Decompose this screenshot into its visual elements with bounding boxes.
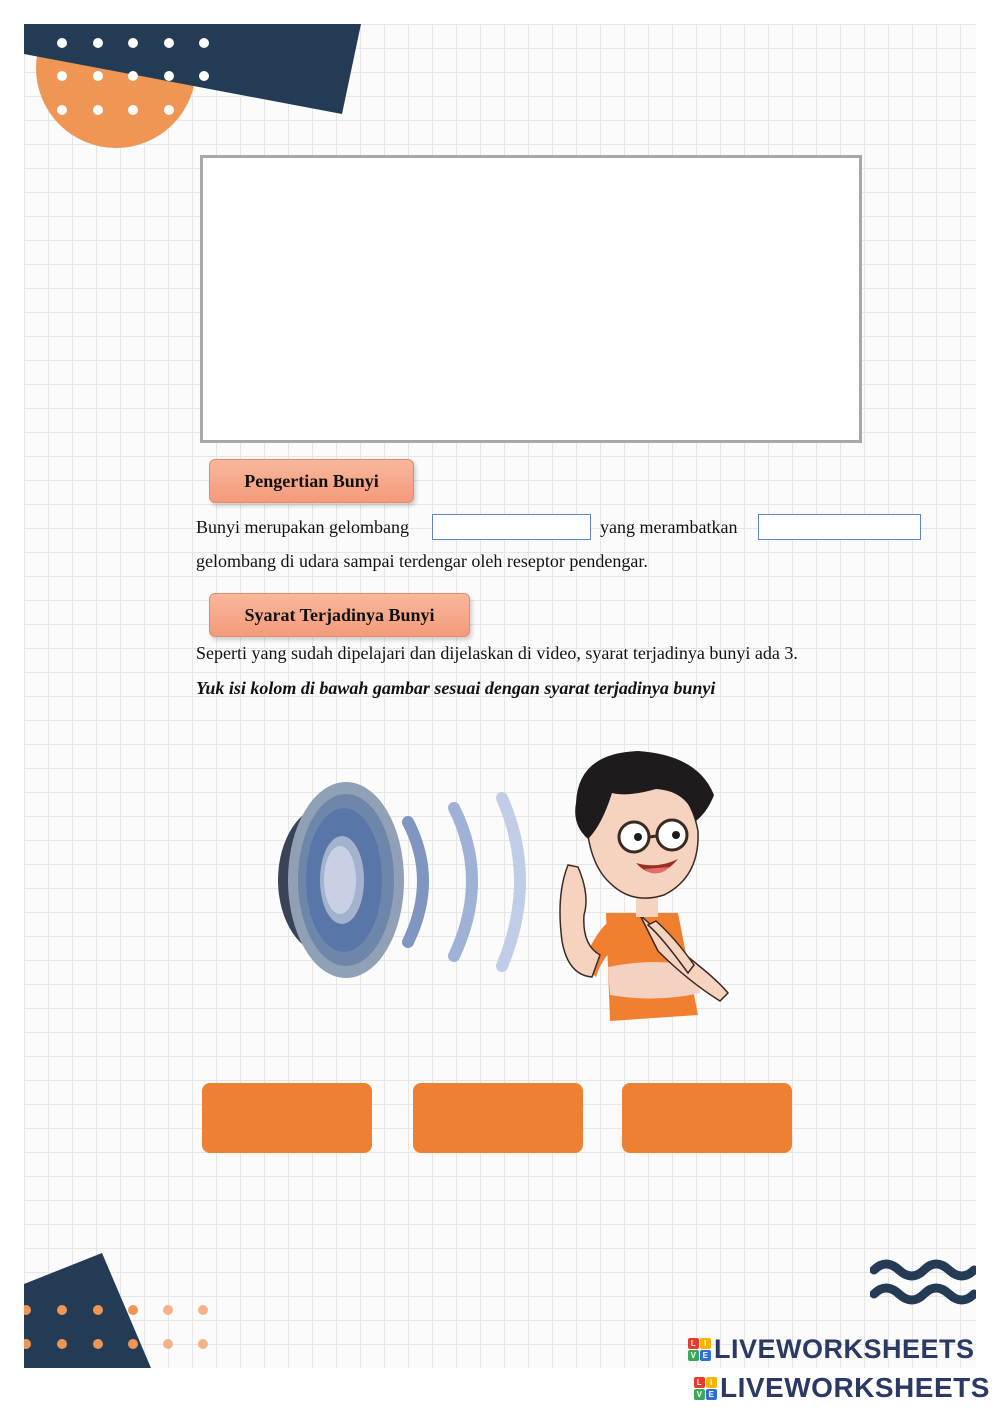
liveworksheets-brand-1 [688,1334,975,1365]
brand-text: LIVEWORKSHEETS [714,1334,975,1364]
boy-listening-illustration [548,745,738,1030]
brand-text: LIVEWORKSHEETS [720,1372,990,1403]
wave-decoration [870,1252,976,1312]
sound-waves-icon [408,798,520,966]
definition-text-part3: gelombang di udara sampai terdengar oleh reseptor pendengar. [196,551,648,571]
liveworksheets-logo-icon: L I V E [694,1377,717,1400]
bottom-left-decoration [24,1249,224,1368]
syarat-bunyi-heading: Syarat Terjadinya Bunyi [209,593,470,637]
syarat-description: Seperti yang sudah dipelajari dan dijelaskan di video, syarat terjadinya bunyi ada 3. [196,643,798,663]
pengertian-bunyi-heading: Pengertian Bunyi [209,459,414,503]
answer-box-2[interactable] [413,1083,583,1153]
speaker-icon [278,782,404,978]
definition-text-part2: yang merambatkan [600,517,738,537]
answer-box-3[interactable] [622,1083,792,1153]
liveworksheets-brand-2 [694,1372,990,1404]
speaker-illustration [276,780,536,990]
blank-answer-2[interactable] [758,514,921,540]
answer-box-1[interactable] [202,1083,372,1153]
liveworksheets-logo-icon: L I V E [688,1338,711,1361]
syarat-instruction: Yuk isi kolom di bawah gambar sesuai dengan syarat terjadinya bunyi [196,678,716,698]
blank-answer-1[interactable] [432,514,591,540]
video-frame[interactable] [200,155,862,443]
definition-text-part1: Bunyi merupakan gelombang [196,517,409,537]
top-left-decoration [24,24,364,154]
